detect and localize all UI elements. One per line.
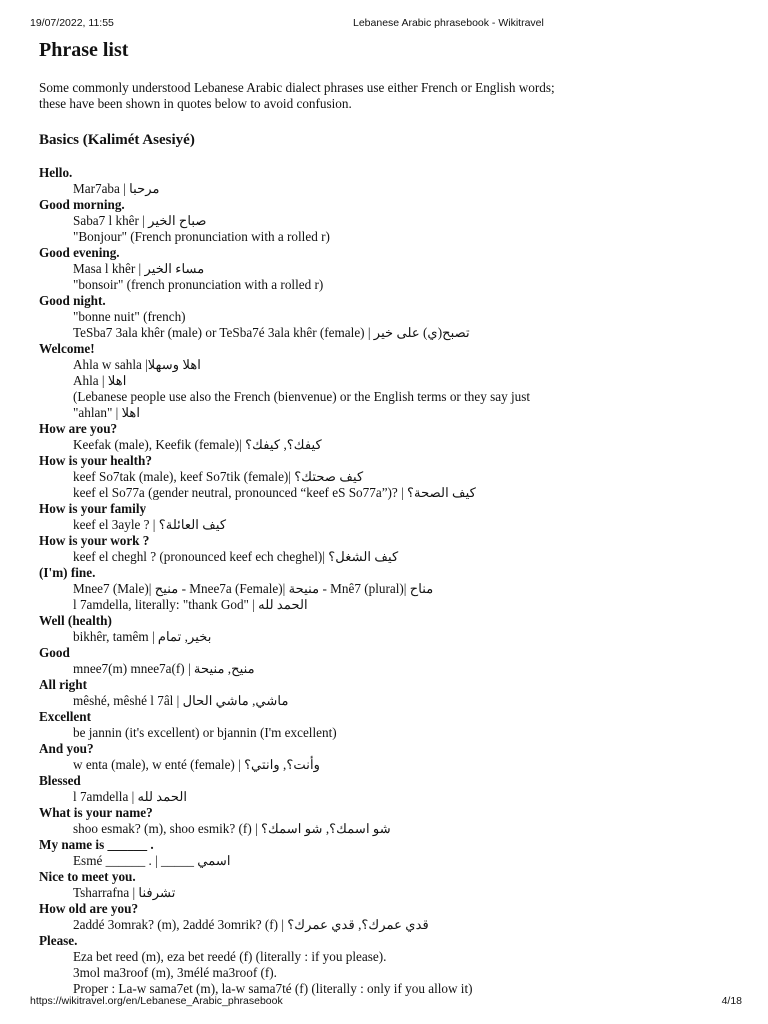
phrase-translation: Ahla w sahla |اهلا وسهلا [73, 357, 201, 372]
phrase-translation: Keefak (male), Keefik (female)| كيفك؟, كيفك؟ [73, 437, 322, 452]
phrase-term: And you? [39, 741, 94, 756]
print-page-number: 4/18 [721, 995, 742, 1007]
phrase-term: My name is ______ . [39, 837, 154, 852]
phrase-entry [39, 197, 739, 245]
phrase-translation: Proper : La-w sama7et (m), la-w sama7té (f) (literally : only if you allow it) [73, 981, 473, 996]
print-url: https://wikitravel.org/en/Lebanese_Arabic_phrasebook [30, 995, 283, 1007]
page-title: Phrase list [39, 39, 129, 61]
phrase-translation: (Lebanese people use also the French (bienvenue) or the English terms or they say just [73, 389, 531, 404]
phrase-term: Please. [39, 933, 78, 948]
intro-paragraph [39, 80, 739, 112]
phrase-entry [39, 805, 739, 837]
phrase-translation: Eza bet reed (m), eza bet reedé (f) (literally : if you please). [73, 949, 387, 964]
phrase-term: How old are you? [39, 901, 139, 916]
phrase-translation: "ahlan" | اهلا [73, 405, 141, 420]
phrase-entry [39, 421, 739, 453]
phrase-term: Well (health) [39, 613, 112, 628]
phrase-translation: Saba7 l khêr | صباح الخير [73, 213, 207, 228]
phrase-term: How are you? [39, 421, 118, 436]
section-heading: Basics (Kalimét Asesiyé) [39, 132, 195, 148]
phrase-term: Good evening. [39, 245, 120, 260]
phrase-translation: l 7amdella, literally: "thank God" | الحمد لله [73, 597, 308, 612]
phrase-translation: Mnee7 (Male)| منيح - Mnee7a (Female)| منيحة - Mnê7 (plural)| مناح [73, 581, 434, 596]
phrase-entry [39, 565, 739, 613]
phrase-entry [39, 245, 739, 293]
phrase-translation: Tsharrafna | تشرفنا [73, 885, 176, 900]
phrase-term: (I'm) fine. [39, 565, 96, 580]
phrase-entry [39, 773, 739, 805]
phrase-translation: Mar7aba | مرحبا [73, 181, 160, 196]
phrase-translation: Esmé ______ . | _____ اسمي [73, 853, 231, 868]
print-datetime: 19/07/2022, 11:55 [30, 17, 114, 29]
phrase-term: Good [39, 645, 70, 660]
phrase-entry [39, 165, 739, 197]
phrase-translation: bikhêr, tamêm | بخير, تمام [73, 629, 212, 644]
phrase-term: Excellent [39, 709, 92, 724]
phrase-term: How is your health? [39, 453, 152, 468]
phrase-translation: w enta (male), w enté (female) | وأنت؟, وانتي؟ [73, 757, 320, 772]
phrase-entry [39, 341, 739, 421]
phrase-entry [39, 293, 739, 341]
phrase-term: Hello. [39, 165, 73, 180]
phrase-translation: Ahla | اهلا [73, 373, 127, 388]
phrase-term: Nice to meet you. [39, 869, 136, 884]
phrase-entry [39, 933, 739, 997]
phrase-translation: l 7amdella | الحمد لله [73, 789, 188, 804]
phrase-translation: keef el So77a (gender neutral, pronounced “keef eS So77a”)? | كيف الصحة؟ [73, 485, 476, 500]
phrase-translation: Masa l khêr | مساء الخير [73, 261, 205, 276]
phrase-entry [39, 677, 739, 709]
phrase-term: Welcome! [39, 341, 95, 356]
phrase-translation: keef el cheghl ? (pronounced keef ech cheghel)| كيف الشغل؟ [73, 549, 399, 564]
phrase-term: All right [39, 677, 87, 692]
phrase-term: How is your work ? [39, 533, 150, 548]
phrase-translation: mnee7(m) mnee7a(f) | منيح, منيحة [73, 661, 255, 676]
phrase-entry [39, 837, 739, 869]
phrase-term: What is your name? [39, 805, 153, 820]
intro-line: Some commonly understood Lebanese Arabic dialect phrases use either French or English words; [39, 80, 555, 95]
phrase-entry [39, 645, 739, 677]
phrase-translation: TeSba7 3ala khêr (male) or TeSba7é 3ala khêr (female) | تصبح(ي) على خير [73, 325, 470, 340]
phrase-translation: mêshé, mêshé l 7âl | ماشي, ماشي الحال [73, 693, 289, 708]
phrase-translation: "Bonjour" (French pronunciation with a rolled r) [73, 229, 330, 244]
phrase-term: Blessed [39, 773, 81, 788]
phrase-translation: keef So7tak (male), keef So7tik (female)| كيف صحتك؟ [73, 469, 364, 484]
phrase-translation: "bonne nuit" (french) [73, 309, 186, 324]
phrase-term: Good morning. [39, 197, 125, 212]
phrase-term: Good night. [39, 293, 106, 308]
phrase-entry [39, 533, 739, 565]
phrase-translation: "bonsoir" (french pronunciation with a rolled r) [73, 277, 324, 292]
phrase-list [39, 165, 739, 997]
phrase-entry [39, 453, 739, 501]
phrase-entry [39, 613, 739, 645]
document-body [39, 36, 739, 997]
phrase-entry [39, 869, 739, 901]
phrase-translation: 2addé 3omrak? (m), 2addé 3omrik? (f) | قدي عمرك؟, قدي عمرك؟ [73, 917, 429, 932]
phrase-entry [39, 741, 739, 773]
phrase-translation: be jannin (it's excellent) or bjannin (I'm excellent) [73, 725, 337, 740]
phrase-entry [39, 501, 739, 533]
phrase-translation: 3mol ma3roof (m), 3mélé ma3roof (f). [73, 965, 277, 980]
phrase-term: How is your family [39, 501, 147, 516]
phrase-translation: shoo esmak? (m), shoo esmik? (f) | شو اسمك؟, شو اسمك؟ [73, 821, 391, 836]
phrase-translation: keef el 3ayle ? | كيف العائلة؟ [73, 517, 227, 532]
intro-line: these have been shown in quotes below to avoid confusion. [39, 96, 352, 111]
print-page-title: Lebanese Arabic phrasebook - Wikitravel [353, 17, 544, 29]
phrase-entry [39, 901, 739, 933]
phrase-entry [39, 709, 739, 741]
